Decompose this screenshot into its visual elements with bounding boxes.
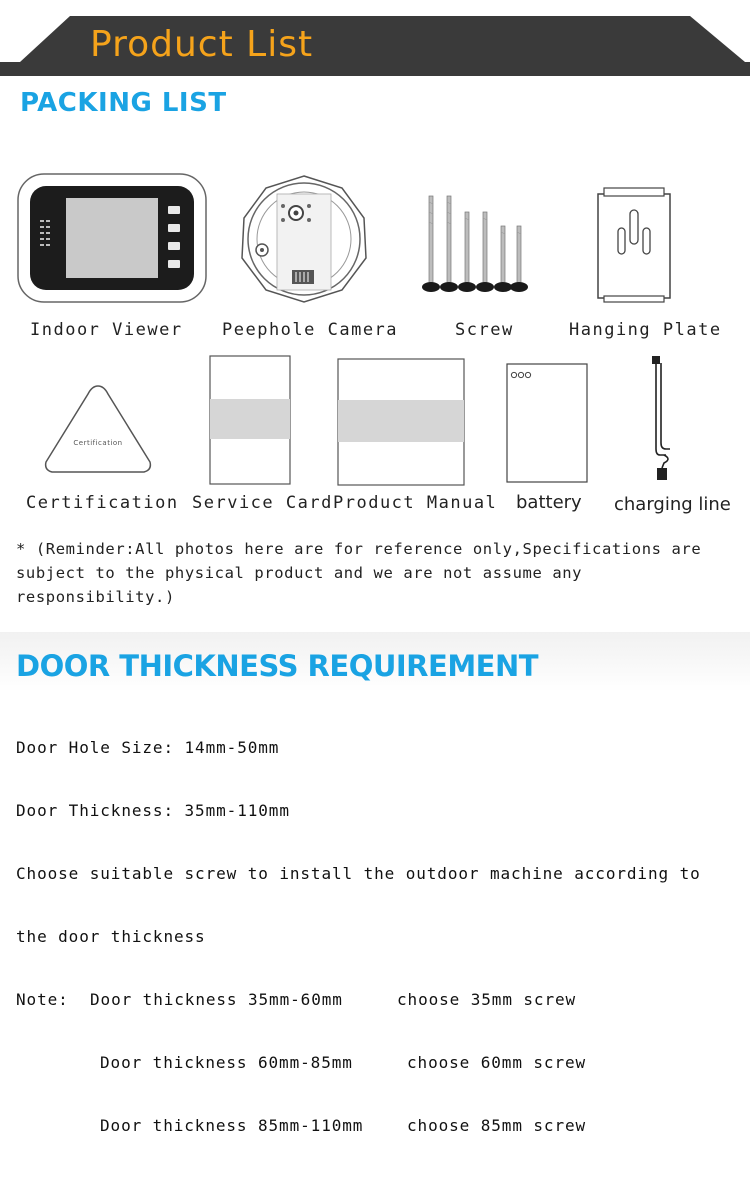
certification-text: Certification bbox=[73, 439, 123, 447]
item-label-battery: battery bbox=[516, 492, 582, 513]
hanging-plate-icon bbox=[594, 186, 674, 304]
screw-icon bbox=[418, 192, 536, 298]
certification-icon bbox=[40, 382, 156, 476]
peephole-camera-icon bbox=[234, 172, 374, 304]
service-card-icon bbox=[209, 355, 291, 485]
item-label-charging-line: charging line bbox=[614, 494, 731, 515]
item-label-peephole-camera: Peephole Camera bbox=[222, 320, 399, 340]
item-label-product-manual: Product Manual bbox=[333, 493, 498, 513]
item-label-screw: Screw bbox=[455, 320, 514, 340]
page-title: Product List bbox=[90, 24, 314, 65]
note-thickness-2: Door thickness 60mm-85mm bbox=[100, 1053, 353, 1072]
reminder-note: * (Reminder:All photos here are for reference only,Specifications are subject to the physical product and we are not assume any responsibility.) bbox=[16, 540, 702, 606]
door-thickness-title: DOOR THICKNESS REQUIREMENT bbox=[16, 649, 539, 683]
battery-icon bbox=[506, 363, 588, 483]
note-thickness-1: Door thickness 35mm-60mm bbox=[90, 990, 343, 1009]
item-label-indoor-viewer: Indoor Viewer bbox=[30, 320, 183, 340]
note-choice-1: choose 35mm screw bbox=[397, 990, 577, 1009]
product-manual-icon bbox=[337, 358, 465, 486]
note-choice-3: choose 85mm screw bbox=[407, 1116, 587, 1135]
note-thickness-3: Door thickness 85mm-110mm bbox=[100, 1116, 364, 1135]
note-row-1 bbox=[16, 989, 701, 1010]
item-label-service-card: Service Card bbox=[192, 493, 333, 513]
spec-door-thickness: Door Thickness: 35mm-110mm bbox=[16, 801, 290, 820]
note-row-2 bbox=[16, 1052, 701, 1073]
header-banner bbox=[0, 0, 750, 80]
item-label-certification: Certification bbox=[26, 493, 179, 513]
item-label-hanging-plate: Hanging Plate bbox=[569, 320, 722, 340]
indoor-viewer-icon bbox=[16, 172, 208, 304]
note-row-3 bbox=[16, 1115, 701, 1136]
spec-instruction-cont: the door thickness bbox=[16, 927, 206, 946]
packing-list-title: PACKING LIST bbox=[20, 88, 227, 118]
spec-instruction: Choose suitable screw to install the outdoor machine according to bbox=[16, 864, 701, 883]
charging-line-icon bbox=[636, 355, 680, 487]
door-specs bbox=[16, 695, 701, 1157]
note-label: Note: bbox=[16, 990, 69, 1009]
note-choice-2: choose 60mm screw bbox=[407, 1053, 587, 1072]
spec-hole-size: Door Hole Size: 14mm-50mm bbox=[16, 738, 280, 757]
